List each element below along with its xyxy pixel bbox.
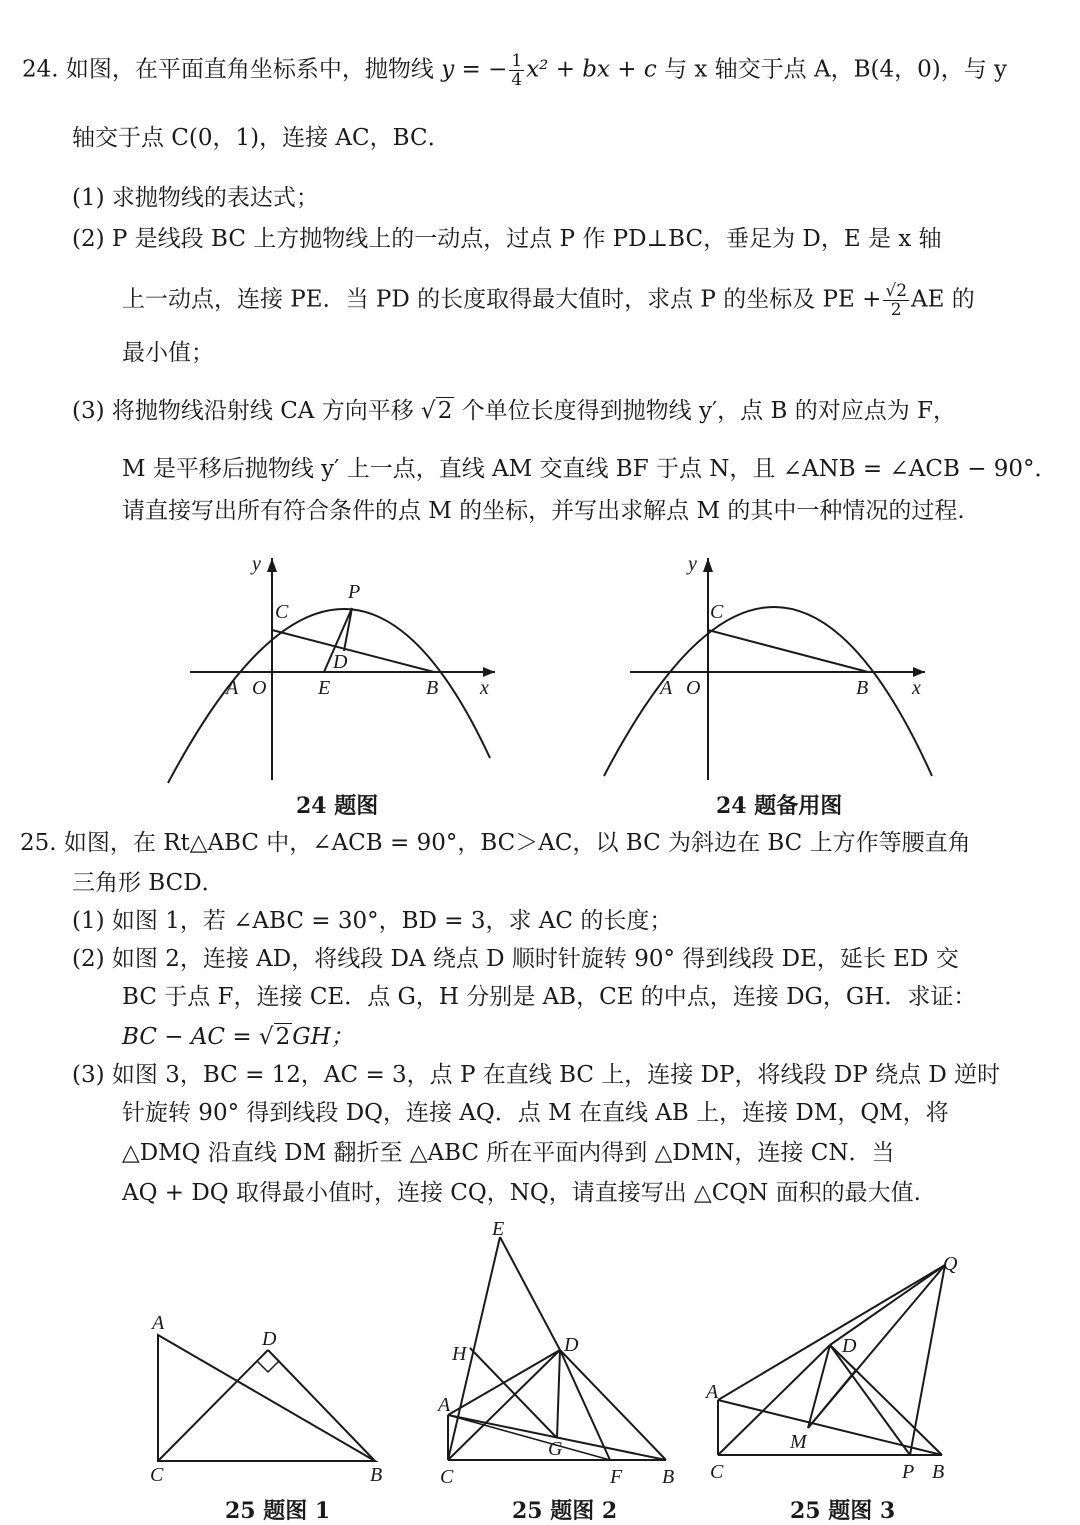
q24-part2-text: 上一动点，连接 PE．当 PD 的长度取得最大值时，求点 P 的坐标及 PE + (122, 286, 882, 313)
q25-part1: (1) 如图 1，若 ∠ABC = 30°，BD = 3，求 AC 的长度； (72, 908, 673, 934)
q24b-label-O: O (686, 677, 701, 699)
q25-part2-line3: BC − AC = √2GH； (122, 1024, 354, 1050)
q24-part2-line1: (2) P 是线段 BC 上方抛物线上的一动点，过点 P 作 PD⊥BC，垂足为 D，E 是 x 轴 (72, 226, 942, 252)
q24-line1-text: 24. 如图，在平面直角坐标系中，抛物线 (22, 56, 434, 83)
q24-part2-line2 (122, 282, 975, 319)
q24-label-B: B (426, 677, 439, 699)
q24-label-E: E (318, 677, 331, 699)
q24-part2-text-tail: AE 的 (911, 286, 975, 313)
q25f1-label-B: B (370, 1464, 383, 1486)
q25f3-label-M: M (790, 1431, 807, 1453)
q24-eq-prefix: y = − (441, 56, 508, 83)
q24b-label-B: B (856, 677, 869, 699)
q25-part3-line2: 针旋转 90° 得到线段 DQ，连接 AQ．点 M 在直线 AB 上，连接 DM，QM，将 (122, 1100, 949, 1126)
q25-part2-eq: BC − AC = (122, 1024, 252, 1050)
q24-part3-text: (3) 将抛物线沿射线 CA 方向平移 (72, 398, 414, 424)
q25-fig1-caption: 25 题图 1 (225, 1498, 331, 1524)
q24-label-y: y (252, 553, 261, 575)
q24b-label-C: C (710, 601, 724, 623)
q25-figure-3 (700, 1240, 980, 1490)
q24-fraction (509, 52, 524, 89)
q25f2-label-A: A (438, 1394, 451, 1416)
q24-line-2: 轴交于点 C(0，1)，连接 AC，BC． (72, 125, 451, 151)
q25-part2-eq-tail: GH； (292, 1024, 354, 1050)
q25f3-label-Q: Q (943, 1253, 958, 1275)
q25-fig3-caption: 25 题图 3 (790, 1498, 896, 1524)
q24-fig2-caption: 24 题备用图 (716, 793, 843, 819)
q24b-label-y: y (688, 553, 697, 575)
q25-part2-line1: (2) 如图 2，连接 AD，将线段 DA 绕点 D 顺时针旋转 90° 得到线段 DE，延长 ED 交 (72, 946, 959, 972)
q25-part2-line2: BC 于点 F，连接 CE．点 G，H 分别是 AB，CE 的中点，连接 DG，GH．求证： (122, 984, 977, 1010)
q24-label-P: P (348, 581, 361, 603)
q25-fig2-caption: 25 题图 2 (512, 1498, 618, 1524)
q25f3-label-A: A (706, 1381, 719, 1403)
q24-backup-figure (590, 548, 940, 788)
q25f2-label-B: B (662, 1466, 675, 1488)
q24-label-x: x (480, 677, 489, 699)
q25f1-label-D: D (262, 1328, 277, 1350)
q25f3-label-P: P (902, 1461, 915, 1483)
q24-label-O: O (252, 677, 267, 699)
q24-part3-sqrt: 2 (437, 398, 453, 424)
q24-figure (150, 548, 510, 788)
q25f1-label-C: C (150, 1464, 164, 1486)
q24-label-D: D (333, 651, 348, 673)
q24-part2-fraction (883, 282, 909, 319)
q24-part3-line1: (3) 将抛物线沿射线 CA 方向平移 √2 个单位长度得到抛物线 y′，点 B 的对应点为 F， (72, 398, 956, 424)
q25-figure-2 (430, 1215, 690, 1490)
q25-part3-line3: △DMQ 沿直线 DM 翻折至 △ABC 所在平面内得到 △DMN，连接 CN．当 (122, 1140, 895, 1166)
q25f2-label-F: F (610, 1466, 623, 1488)
q25-figure-1 (140, 1305, 400, 1490)
q25f3-label-D: D (842, 1335, 857, 1357)
q25f2-label-H: H (452, 1343, 467, 1365)
q25f1-label-A: A (152, 1312, 165, 1334)
q25-part3-line1: (3) 如图 3，BC = 12，AC = 3，点 P 在直线 BC 上，连接 DP，将线段 DP 绕点 D 逆时 (72, 1062, 1001, 1088)
q24-part3-line3: 请直接写出所有符合条件的点 M 的坐标，并写出求解点 M 的其中一种情况的过程. (122, 498, 965, 524)
q24-frac-den: 4 (511, 70, 523, 90)
q25f2-label-C: C (440, 1466, 454, 1488)
q24-line1-tail: 与 x 轴交于点 A，B(4，0)，与 y (664, 56, 1008, 83)
q25-line-1: 25. 如图，在 Rt△ABC 中，∠ACB = 90°，BC＞AC，以 BC 为斜边在 BC 上方作等腰直角 (20, 830, 971, 856)
q24-part2-line3: 最小值； (122, 340, 214, 366)
q25f2-label-D: D (564, 1334, 579, 1356)
q24-part3-line2: M 是平移后抛物线 y′ 上一点，直线 AM 交直线 BF 于点 N，且 ∠ANB = ∠ACB − 90°． (122, 456, 1058, 482)
q24-part2-frac-num: √2 (885, 281, 908, 301)
q25f2-label-E: E (492, 1218, 505, 1240)
q24-fig1-caption: 24 题图 (296, 793, 379, 819)
q25f3-label-B: B (932, 1461, 945, 1483)
q24-part3-text-tail: 个单位长度得到抛物线 y′，点 B 的对应点为 F， (461, 398, 956, 424)
q25f3-label-C: C (710, 1461, 724, 1483)
q24b-label-A: A (660, 677, 673, 699)
q24-eq-suffix: x² + bx + c (526, 56, 657, 83)
q24-part1: (1) 求抛物线的表达式； (72, 185, 319, 211)
q24-label-A: A (226, 677, 239, 699)
q25-line-2: 三角形 BCD． (72, 870, 225, 896)
q24b-label-x: x (912, 677, 921, 699)
q25f2-label-G: G (548, 1438, 563, 1460)
q25-part2-sqrt: 2 (275, 1024, 291, 1050)
q24-line-1 (22, 52, 1007, 89)
q25-part3-line4: AQ + DQ 取得最小值时，连接 CQ，NQ，请直接写出 △CQN 面积的最大值. (122, 1180, 921, 1206)
q24-part2-frac-den: 2 (890, 300, 902, 320)
q24-label-C: C (275, 601, 289, 623)
q24-frac-num: 1 (511, 51, 523, 71)
